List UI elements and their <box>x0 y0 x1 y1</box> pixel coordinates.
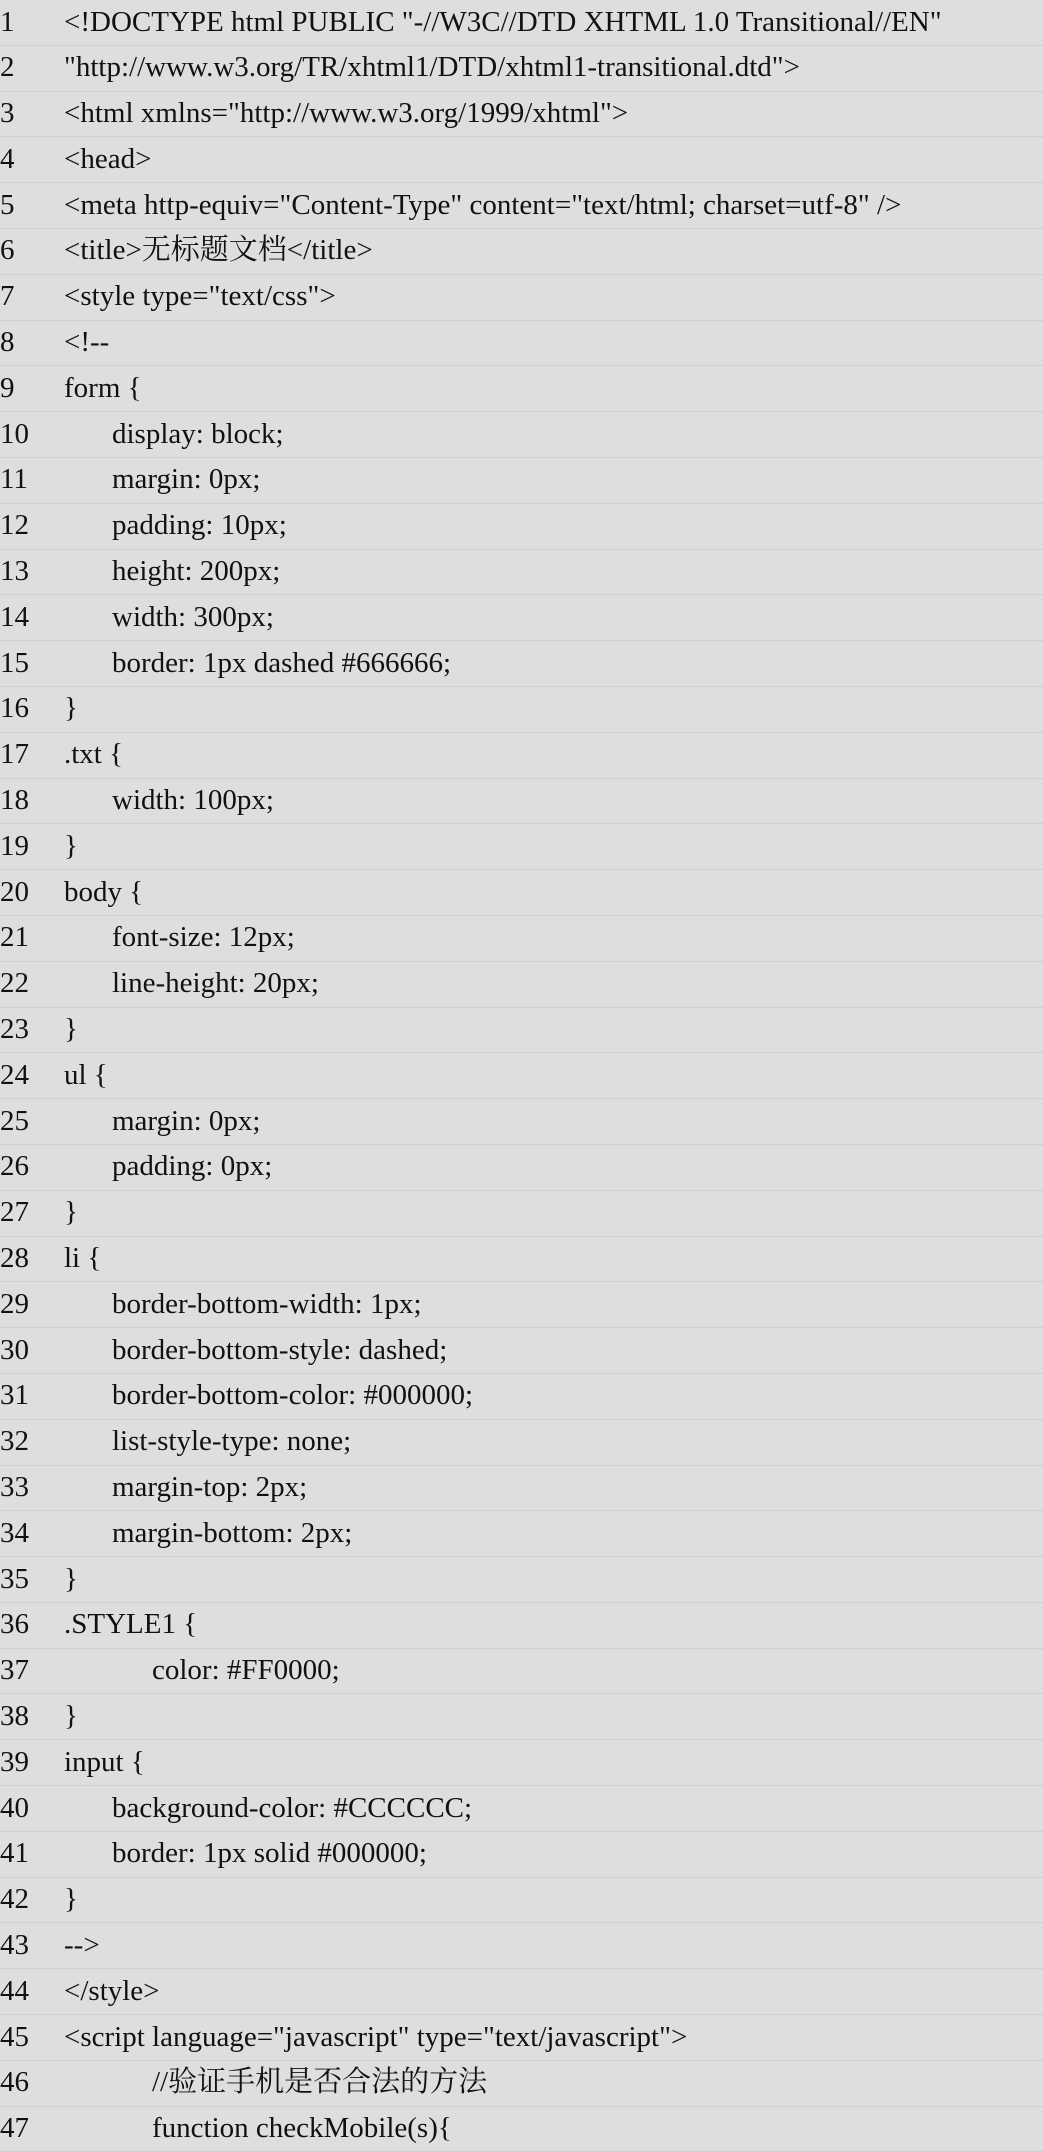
line-text: <style type="text/css"> <box>64 280 336 313</box>
line-number: 33 <box>0 1471 29 1503</box>
code-line <box>0 46 1043 92</box>
code-line <box>0 366 1043 412</box>
line-number: 14 <box>0 600 29 633</box>
code-line <box>0 1740 1043 1786</box>
line-number: 25 <box>0 1104 29 1137</box>
line-text: <meta http-equiv="Content-Type" content="text/html; charset=utf-8" /> <box>64 188 902 221</box>
line-number: 24 <box>0 1058 29 1091</box>
code-line <box>0 824 1043 870</box>
line-number: 2 <box>0 51 15 84</box>
line-number: 45 <box>0 2020 29 2053</box>
code-line <box>0 1328 1043 1374</box>
code-line <box>0 2107 1043 2152</box>
code-line <box>0 1603 1043 1649</box>
line-text: border: 1px dashed #666666; <box>112 646 452 679</box>
line-text: ul { <box>64 1058 108 1091</box>
code-line <box>0 779 1043 825</box>
line-number: 1 <box>0 5 15 38</box>
line-text: border: 1px solid #000000; <box>112 1837 427 1870</box>
line-number: 38 <box>0 1699 29 1732</box>
code-line <box>0 550 1043 596</box>
line-text: } <box>64 1699 78 1732</box>
code-line <box>0 1878 1043 1924</box>
code-line <box>0 1557 1043 1603</box>
line-text: body { <box>64 875 144 908</box>
line-text: list-style-type: none; <box>112 1425 352 1458</box>
line-number: 31 <box>0 1379 29 1412</box>
code-line <box>0 504 1043 550</box>
code-line <box>0 687 1043 733</box>
line-text: input { <box>64 1745 145 1778</box>
line-number: 4 <box>0 142 15 175</box>
code-line <box>0 1374 1043 1420</box>
line-number: 6 <box>0 234 15 267</box>
line-number: 23 <box>0 1013 29 1046</box>
code-line <box>0 962 1043 1008</box>
line-text: } <box>64 829 78 862</box>
line-text: } <box>64 1562 78 1595</box>
line-number: 30 <box>0 1333 29 1366</box>
line-text: } <box>64 692 78 725</box>
line-text: width: 100px; <box>112 784 274 817</box>
line-number: 7 <box>0 280 15 313</box>
line-text: li { <box>64 1242 102 1275</box>
line-number: 43 <box>0 1928 29 1961</box>
line-text: function checkMobile(s){ <box>152 2112 452 2145</box>
code-line <box>0 2061 1043 2107</box>
code-line <box>0 412 1043 458</box>
line-text: <script language="javascript" type="text/javascript"> <box>64 2020 688 2053</box>
line-number: 11 <box>0 463 28 496</box>
code-line <box>0 733 1043 779</box>
line-text: display: block; <box>112 417 284 450</box>
line-number: 17 <box>0 738 29 771</box>
code-line <box>0 916 1043 962</box>
line-text: border-bottom-color: #000000; <box>112 1379 474 1412</box>
code-line <box>0 321 1043 367</box>
line-number: 41 <box>0 1837 29 1870</box>
line-text: padding: 10px; <box>112 509 287 542</box>
line-number: 35 <box>0 1562 29 1595</box>
line-number: 12 <box>0 509 29 542</box>
code-line <box>0 641 1043 687</box>
line-text: <html xmlns="http://www.w3.org/1999/xhtml"> <box>64 97 629 130</box>
code-line <box>0 1282 1043 1328</box>
line-number: 40 <box>0 1791 29 1824</box>
code-line <box>0 275 1043 321</box>
line-number: 16 <box>0 692 29 725</box>
code-line <box>0 137 1043 183</box>
line-text: .STYLE1 { <box>64 1608 198 1641</box>
code-line <box>0 1786 1043 1832</box>
code-line <box>0 0 1043 46</box>
line-text: background-color: #CCCCCC; <box>112 1791 473 1824</box>
line-number: 47 <box>0 2112 29 2145</box>
line-text: } <box>64 1883 78 1916</box>
line-number: 39 <box>0 1745 29 1778</box>
code-line <box>0 595 1043 641</box>
line-number: 22 <box>0 967 29 1000</box>
line-text: form { <box>64 371 142 404</box>
code-line <box>0 229 1043 275</box>
line-text: .txt { <box>64 738 124 771</box>
line-number: 21 <box>0 921 29 954</box>
line-number: 19 <box>0 829 29 862</box>
line-text: margin: 0px; <box>112 463 261 496</box>
code-line <box>0 1420 1043 1466</box>
line-number: 42 <box>0 1883 29 1916</box>
code-line <box>0 1466 1043 1512</box>
line-text: font-size: 12px; <box>112 921 295 954</box>
code-line <box>0 458 1043 504</box>
line-text: border-bottom-width: 1px; <box>112 1287 422 1320</box>
line-number: 37 <box>0 1654 29 1687</box>
line-text: line-height: 20px; <box>112 967 319 1000</box>
line-number: 34 <box>0 1516 29 1549</box>
line-number: 27 <box>0 1196 29 1229</box>
line-number: 10 <box>0 417 29 450</box>
line-number: 18 <box>0 784 29 817</box>
line-number: 32 <box>0 1425 29 1458</box>
code-line <box>0 1008 1043 1054</box>
line-number: 26 <box>0 1150 29 1183</box>
code-line <box>0 1969 1043 2015</box>
code-line <box>0 1191 1043 1237</box>
code-line <box>0 92 1043 138</box>
line-number: 9 <box>0 371 15 404</box>
line-text: --> <box>64 1928 100 1961</box>
line-number: 20 <box>0 875 29 908</box>
code-line <box>0 1511 1043 1557</box>
code-line <box>0 1923 1043 1969</box>
line-text: } <box>64 1196 78 1229</box>
code-line <box>0 1237 1043 1283</box>
line-text: margin-bottom: 2px; <box>112 1516 353 1549</box>
code-line <box>0 1145 1043 1191</box>
code-line <box>0 1832 1043 1878</box>
line-number: 28 <box>0 1242 29 1275</box>
line-text: <head> <box>64 142 152 175</box>
line-text: margin: 0px; <box>112 1104 261 1137</box>
line-number: 29 <box>0 1287 29 1320</box>
line-text: color: #FF0000; <box>152 1654 340 1687</box>
line-number: 44 <box>0 1974 29 2007</box>
code-line <box>0 870 1043 916</box>
line-text: margin-top: 2px; <box>112 1471 308 1503</box>
line-text: padding: 0px; <box>112 1150 273 1183</box>
line-number: 36 <box>0 1608 29 1641</box>
code-line <box>0 1099 1043 1145</box>
code-line <box>0 2015 1043 2061</box>
line-text: //验证手机是否合法的方法 <box>152 2066 488 2099</box>
line-number: 8 <box>0 326 15 359</box>
line-text: "http://www.w3.org/TR/xhtml1/DTD/xhtml1-transitional.dtd"> <box>64 51 801 84</box>
line-number: 13 <box>0 555 29 588</box>
line-text: <!-- <box>64 326 110 359</box>
code-line <box>0 183 1043 229</box>
line-number: 5 <box>0 188 15 221</box>
line-number: 3 <box>0 97 15 130</box>
line-text: </style> <box>64 1974 160 2007</box>
line-text: height: 200px; <box>112 555 281 588</box>
line-text: width: 300px; <box>112 600 274 633</box>
line-text: border-bottom-style: dashed; <box>112 1333 448 1366</box>
code-line <box>0 1053 1043 1099</box>
code-line <box>0 1694 1043 1740</box>
line-text: } <box>64 1013 78 1046</box>
line-number: 15 <box>0 646 29 679</box>
code-line <box>0 1649 1043 1695</box>
line-number: 46 <box>0 2066 29 2099</box>
line-text: <!DOCTYPE html PUBLIC "-//W3C//DTD XHTML 1.0 Transitional//EN" <box>64 5 942 38</box>
line-text: <title>无标题文档</title> <box>64 234 373 267</box>
